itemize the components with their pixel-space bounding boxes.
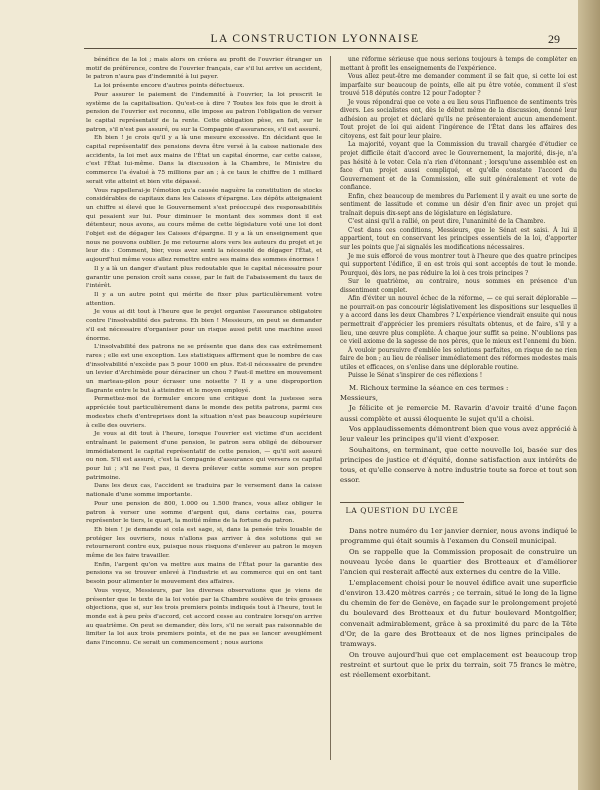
column-divider bbox=[330, 56, 331, 760]
paragraph: Vos applaudissements démontrent bien que vous avez apprécié à leur valeur les principes qu'il vient d'exposer. bbox=[340, 424, 577, 444]
paragraph: Je vous ai dit tout à l'heure que le projet organise l'assurance obligatoire contre l'insolvabilité des patrons. Eh bien ! Messieurs, on peut se demander s'il est nécessaire d'organiser pour un risque aussi petit une machine aussi énorme. bbox=[86, 309, 322, 342]
section-title: LA QUESTION DU LYCÉE bbox=[340, 502, 464, 516]
paragraph: Il y a là un danger d'autant plus redoutable que le capital nécessaire pour garantir une pension croît sans cesse, par le fait de l'abaissement du taux de l'intérêt. bbox=[86, 265, 322, 290]
page-number: 29 bbox=[548, 32, 560, 46]
debate-continuation bbox=[340, 56, 577, 381]
paragraph: Il y a un autre point qui mérite de fixer plus particulièrement votre attention. bbox=[86, 291, 322, 307]
lycee-body bbox=[340, 526, 577, 680]
paragraph: Eh bien ! je demande si cela est sage, si, dans la pensée très louable de protéger les ouvriers, nous n'allons pas arriver à des solutions qui se retourneront contre eux, puisque nous risquons d'enlever au patron le moyen même de les faire travailler. bbox=[86, 526, 322, 560]
paragraph: Sur le quatrième, au contraire, nous sommes en présence d'un dissentiment complet. bbox=[340, 278, 577, 294]
paragraph: Vous rappellerai-je l'émotion qu'a causée naguère la constitution de stocks considérables de capitaux dans les Caisses d'épargne. Les dépôts atteignaient un chiffre si élevé que le Gouvernement s'est préoccupé des responsabilités qui pesaient sur lui. Pour diminuer le montant des sommes dont il est détenteur, nous avons, au cours même de cette législature voté une loi dont l'objet est de dégager les Caisses d'épargne. Il y a là un enseignement que nous ne pouvons oublier. Je me retourne alors vers les auteurs du projet et je leur dis : Comment, bier, vous avez senti la nécessité de dégager l'État, et aujourd'hui même vous allez remettre entre ses mains des sommes énormes ! bbox=[86, 187, 322, 264]
paragraph: L'emplacement choisi pour le nouvel édifice avait une superficie d'environ 13.420 mètres carrés ; ce terrain, situé le long de la ligne du chemin de fer de Genève, en façade sur le prolongement projeté du boulevard des Brotteaux et du futur boulevard Montgolfier, convenait admirablement, grâce à sa proximité du parc de la Tête d'Or, de la gare des Brotteaux et de nos lignes principales de tramways. bbox=[340, 578, 577, 649]
paragraph: Eh bien ! je crois qu'il y a là une mesure excessive. En décidant que le capital représentatif des pensions devra être versé à la caisse nationale des accidents, la loi met aux mains de l'État un capital énorme, car cette caisse, c'est l'État lui-même. Dans la discussion à la Chambre, le Ministre du commerce l'a évalué à 75 millions par an ; à ce taux le chiffre de 1 milliard serait vite atteint et bien vite dépassé. bbox=[86, 135, 322, 185]
speech-intro: M. Richoux termine la séance en ces termes : bbox=[349, 383, 509, 392]
paragraph: Vous voyez, Messieurs, par les diverses observations que je viens de présenter que le texte de la loi votée par la Chambre soulève de très grosses objections, que si, sur les trois premiers points indiqués tout à l'heure, tout le monde est à peu près d'accord, cet accord cesse au contraire lorsqu'on arrive au quatrième. On peut se demander, dès lors, s'il ne serait pas raisonnable de limiter la loi aux trois premiers points, et de ne pas se lancer aveuglément dans l'inconnu. Ce serait un commencement ; nous aurions bbox=[86, 587, 322, 647]
paragraph: Pour assurer le paiement de l'indemnité à l'ouvrier, la loi prescrit le système de la capitalisation. Qu'est-ce à dire ? Toutes les fois que le droit à pension de l'ouvrier est reconnu, elle impose au patron l'obligation de verser le capital représentatif de la rente. Cette obligation pèse, en fait, sur le patron, s'il n'est pas assuré, ou sur la Compagnie d'assurances, s'il est assuré. bbox=[86, 91, 322, 133]
paragraph: Enfin, l'argent qu'on va mettre aux mains de l'État pour la garantie des pensions va se trouver enlevé à l'industrie et au commerce qui en ont tant besoin pour alimenter le mouvement des affaires. bbox=[86, 561, 322, 586]
paragraph: Je vous ai dit tout à l'heure, lorsque l'ouvrier est victime d'un accident entraînant le paiement d'une pension, le patron sera obligé de débourser immédiatement le capital représentatif de cette pension, — qu'il soit assuré ou non. S'il est assuré, c'est la Compagnie d'assurance qui versera ce capital pour lui ; s'il ne l'est pas, il devra prélever cette somme sur son propre patrimoine. bbox=[86, 431, 322, 481]
right-column bbox=[340, 56, 577, 764]
paragraph: L'insolvabilité des patrons ne se présente que dans des cas extrêmement rares ; elle est une exception. Les statistiques affirment que le nombre de cas d'insolvabilité n'excède pas 5 pour 1000 en plus. Est-il nécessaire de prendre un levier d'Archimède pour déraciner un chou ? Faut-il mettre en mouvement un marteau-pilon pour écraser une noisette ? Il y a une disproportion flagrante entre le but à atteindre et le moyen employé. bbox=[86, 344, 322, 394]
paragraph: Souhaitons, en terminant, que cette nouvelle loi, basée sur des principes de justice et d'équité, donne satisfaction aux intérêts de tous, et qu'elle conserve à notre industrie toute sa force et tout son essor. bbox=[340, 445, 577, 485]
paragraph: Dans notre numéro du 1er janvier dernier, nous avons indiqué le programme qui était soumis à l'examen du Conseil municipal. bbox=[340, 527, 577, 546]
paragraph: Dans les deux cas, l'accident se traduira par le versement dans la caisse nationale d'une somme importante. bbox=[86, 483, 322, 499]
paragraph: Pour une pension de 800, 1.000 ou 1.500 francs, vous allez obliger le patron à verser une somme d'argent qui, dans certains cas, pourra représenter le tiers, le quart, la moitié même de la fortune du patron. bbox=[86, 500, 322, 525]
header-rule bbox=[84, 48, 577, 49]
lycee-article bbox=[340, 502, 577, 681]
left-column bbox=[86, 56, 322, 764]
section-spacer bbox=[340, 486, 577, 494]
paragraph: Permettez-moi de formuler encore une critique dont la justesse sera appréciée tout particulièrement dans le monde des petits patrons, parmi ces modestes chefs d'entreprises dont la situation n'est pas beaucoup supérieure à celle des ouvriers. bbox=[86, 396, 322, 429]
paragraph: Je vous répondrai que ce vote a eu lieu sous l'influence de sentiments très divers. Les socialistes ont, dès le début même de la discussion, donné leur adhésion au projet et déclaré qu'ils ne présenteraient aucun amendement. Tout projet de loi qui aident l'ingérence de l'État dans les affaires des citoyens, est fait pour leur plaire. bbox=[340, 98, 577, 140]
paragraph: On trouve aujourd'hui que cet emplacement est beaucoup trop restreint et surtout que le prix du terrain, soit 75 francs le mètre, est réellement exorbitant. bbox=[340, 650, 577, 680]
paragraph: C'est ainsi qu'il a rallié, on peut dire, l'unanimité de la Chambre. bbox=[348, 218, 546, 226]
paragraph: La loi présente encore d'autres points défectueux. bbox=[94, 83, 245, 90]
paragraph: La majorité, voyant que la Commission du travail chargée d'étudier ce projet difficile était d'accord avec le Gouvernement, la majorité, dis-je, n'a pas hésité à le voter. Cela n'a rien d'étonnant ; lorsqu'une assemblée est en face d'un projet aussi compliqué, et qu'elle constate l'accord du Gouvernement et de la Commission, elle suit généralement et vote de confiance. bbox=[340, 141, 577, 192]
paragraph: Vous allez peut-être me demander comment il se fait que, si cette loi est imparfaite sur beaucoup de points, elle ait pu être votée, comment il s'est trouvé 518 députés contre 12 pour l'adopter ? bbox=[340, 73, 577, 98]
paragraph: À vouloir poursuivre d'emblée les solutions parfaites, on risque de ne rien faire de bon ; au lieu de réaliser immédiatement des réformes modestes mais utiles et efficaces, on s'enlise dans une déplorable routine. bbox=[340, 346, 577, 371]
paragraph: On se rappelle que la Commission proposait de construire un nouveau lycée dans le quartier des Brotteaux et d'améliorer l'ancien qui resterait affecté aux externes du centre de la Ville. bbox=[340, 547, 577, 577]
paragraph: Je félicite et je remercie M. Ravarin d'avoir traité d'une façon aussi complète et aussi éloquente le sujet qu'il a choisi. bbox=[340, 404, 577, 423]
speech-body bbox=[340, 403, 577, 485]
paragraph: une réforme sérieuse que nous serions toujours à temps de compléter en mettant à profit les enseignements de l'expérience. bbox=[340, 56, 577, 72]
paragraph: Puisse le Sénat s'inspirer de ces réflexions ! bbox=[348, 372, 483, 380]
page-binding-edge bbox=[578, 0, 600, 790]
paragraph: Enfin, chez beaucoup de membres du Parlement il y avait eu une sorte de sentiment de lassitude et comme un désir d'en finir avec un projet qui traînait depuis dix-sept ans de législature en législature. bbox=[340, 192, 577, 217]
paragraph: Je me suis efforcé de vous montrer tout à l'heure que des quatre principes qui supportent l'édifice, il en est trois qui sont acceptés de tout le monde. Pourquoi, dès lors, ne pas réduire la loi à ces trois principes ? bbox=[340, 252, 577, 277]
running-header: LA CONSTRUCTION LYONNAISE bbox=[210, 33, 420, 45]
speech-salutation: Messieurs, bbox=[340, 394, 378, 403]
paragraph: bénéfice de la loi ; mais alors on créera au profit de l'ouvrier étranger un motif de préférence, contre de l'ouvrier français, car s'il lui arrive un accident, le patron n'aura pas d'indemnité à lui payer. bbox=[86, 57, 322, 81]
paragraph: Afin d'éviter un nouvel échec de la réforme, — ce qui serait déplorable — ne pourrait-on pas concourir législativement les dispositions sur lesquelles il y a accord dans les deux Chambres ? L'expérience viendrait ensuite qui nous permettrait d'apprécier les premiers résultats obtenus, et de faire, s'il y a lieu, une œuvre plus complète. À chaque jour suffit sa peine. N'oublions pas ce vieil axiome de la sagesse de nos pères, que le mieux est l'ennemi du bien. bbox=[340, 295, 577, 346]
paragraph: C'est dans ces conditions, Messieurs, que le Sénat est saisi. À lui il appartient, tout en conservant les principes essentiels de la loi, d'apporter sur les points que j'ai signalés les modifications nécessaires. bbox=[340, 226, 577, 252]
closing-speech bbox=[340, 383, 577, 486]
